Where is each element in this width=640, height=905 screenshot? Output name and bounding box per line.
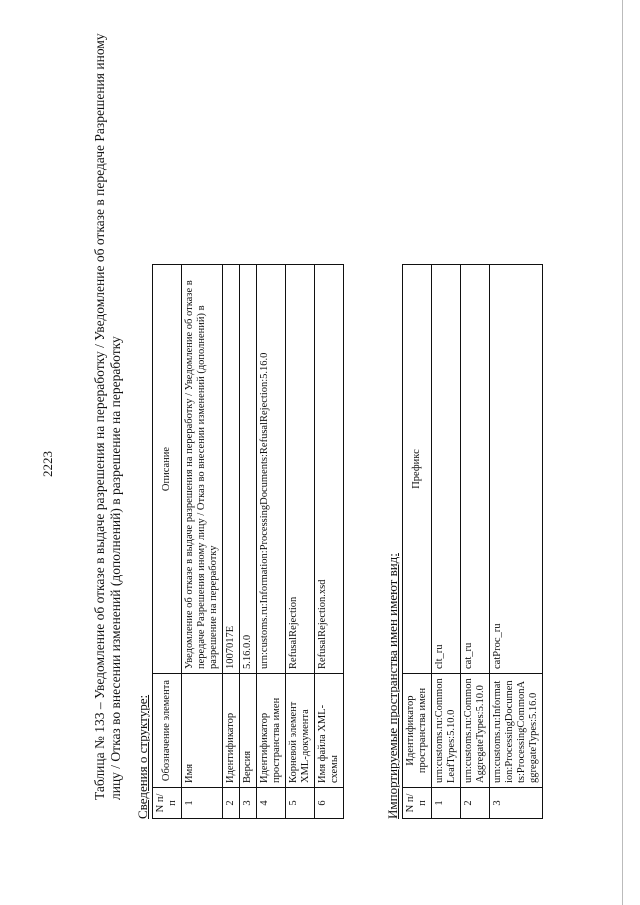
element-name: Имя файла XML-схемы [315, 674, 344, 788]
page-number: 2223 [40, 451, 55, 477]
column-header: Префикс [403, 265, 432, 674]
table-row [490, 265, 543, 819]
table-row [461, 265, 490, 819]
row-number: 1 [432, 788, 461, 819]
table-row [315, 265, 344, 819]
element-description: Уведомление об отказе в выдаче разрешения на переработку / Уведомление об отказе в передаче Разрешения иному лицу / Отказ во внесении изменений (дополнений) в разрешение на переработку [182, 265, 223, 674]
row-number: 4 [257, 788, 286, 819]
element-name: Идентификатор [223, 674, 240, 788]
table-header-row [153, 265, 182, 819]
row-number: 2 [223, 788, 240, 819]
row-number: 3 [490, 788, 543, 819]
row-number: 5 [286, 788, 315, 819]
namespaces-heading: Импортируемые пространства имен имеют вид: [385, 553, 400, 819]
row-number: 2 [461, 788, 490, 819]
table-row [223, 265, 240, 819]
column-header: Описание [153, 265, 182, 674]
element-description: 5.16.0.0 [240, 265, 257, 674]
row-number: 6 [315, 788, 344, 819]
table-row [182, 265, 223, 819]
page-edge-line [622, 0, 623, 905]
element-name: Версия [240, 674, 257, 788]
element-name: Имя [182, 674, 223, 788]
table-row [240, 265, 257, 819]
element-description: RefusalRejection.xsd [315, 265, 344, 674]
table-row [432, 265, 461, 819]
table-row [286, 265, 315, 819]
table-caption: Таблица № 133 – Уведомление об отказе в выдаче разрешения на переработку / Уведомление об отказе в передаче Разрешения иному лицу / Отказ во внесении изменений (дополнений) в разрешение на переработку [92, 33, 123, 800]
namespace-id: urn:customs.ru:Information:ProcessingDocuments:ProcessingCommonAggregateTypes:5.16.0 [490, 674, 543, 788]
namespace-id: urn:customs.ru:CommonAggregateTypes:5.10.0 [461, 674, 490, 788]
element-name: Идентификатор пространства имен [257, 674, 286, 788]
table-row [257, 265, 286, 819]
column-header: Обозначение элемента [153, 674, 182, 788]
table-header-row [403, 265, 432, 819]
row-number: 3 [240, 788, 257, 819]
column-header: N п/п [153, 788, 182, 819]
namespace-prefix: catProc_ru [490, 265, 543, 674]
element-description: RefusalRejection [286, 265, 315, 674]
element-name: Корневой элемент XML-документа [286, 674, 315, 788]
structure-table [152, 264, 344, 819]
column-header: N п/п [403, 788, 432, 819]
structure-heading: Сведения о структуре: [135, 694, 150, 819]
namespace-prefix: cat_ru [461, 265, 490, 674]
column-header: Идентификатор пространства имен [403, 674, 432, 788]
row-number: 1 [182, 788, 223, 819]
namespaces-table [402, 264, 543, 819]
element-description: 1007017E [223, 265, 240, 674]
namespace-id: urn:customs.ru:CommonLeafTypes:5.10.0 [432, 674, 461, 788]
element-description: urn:customs.ru:Information:ProcessingDocuments:RefusalRejection:5.16.0 [257, 265, 286, 674]
namespace-prefix: clt_ru [432, 265, 461, 674]
